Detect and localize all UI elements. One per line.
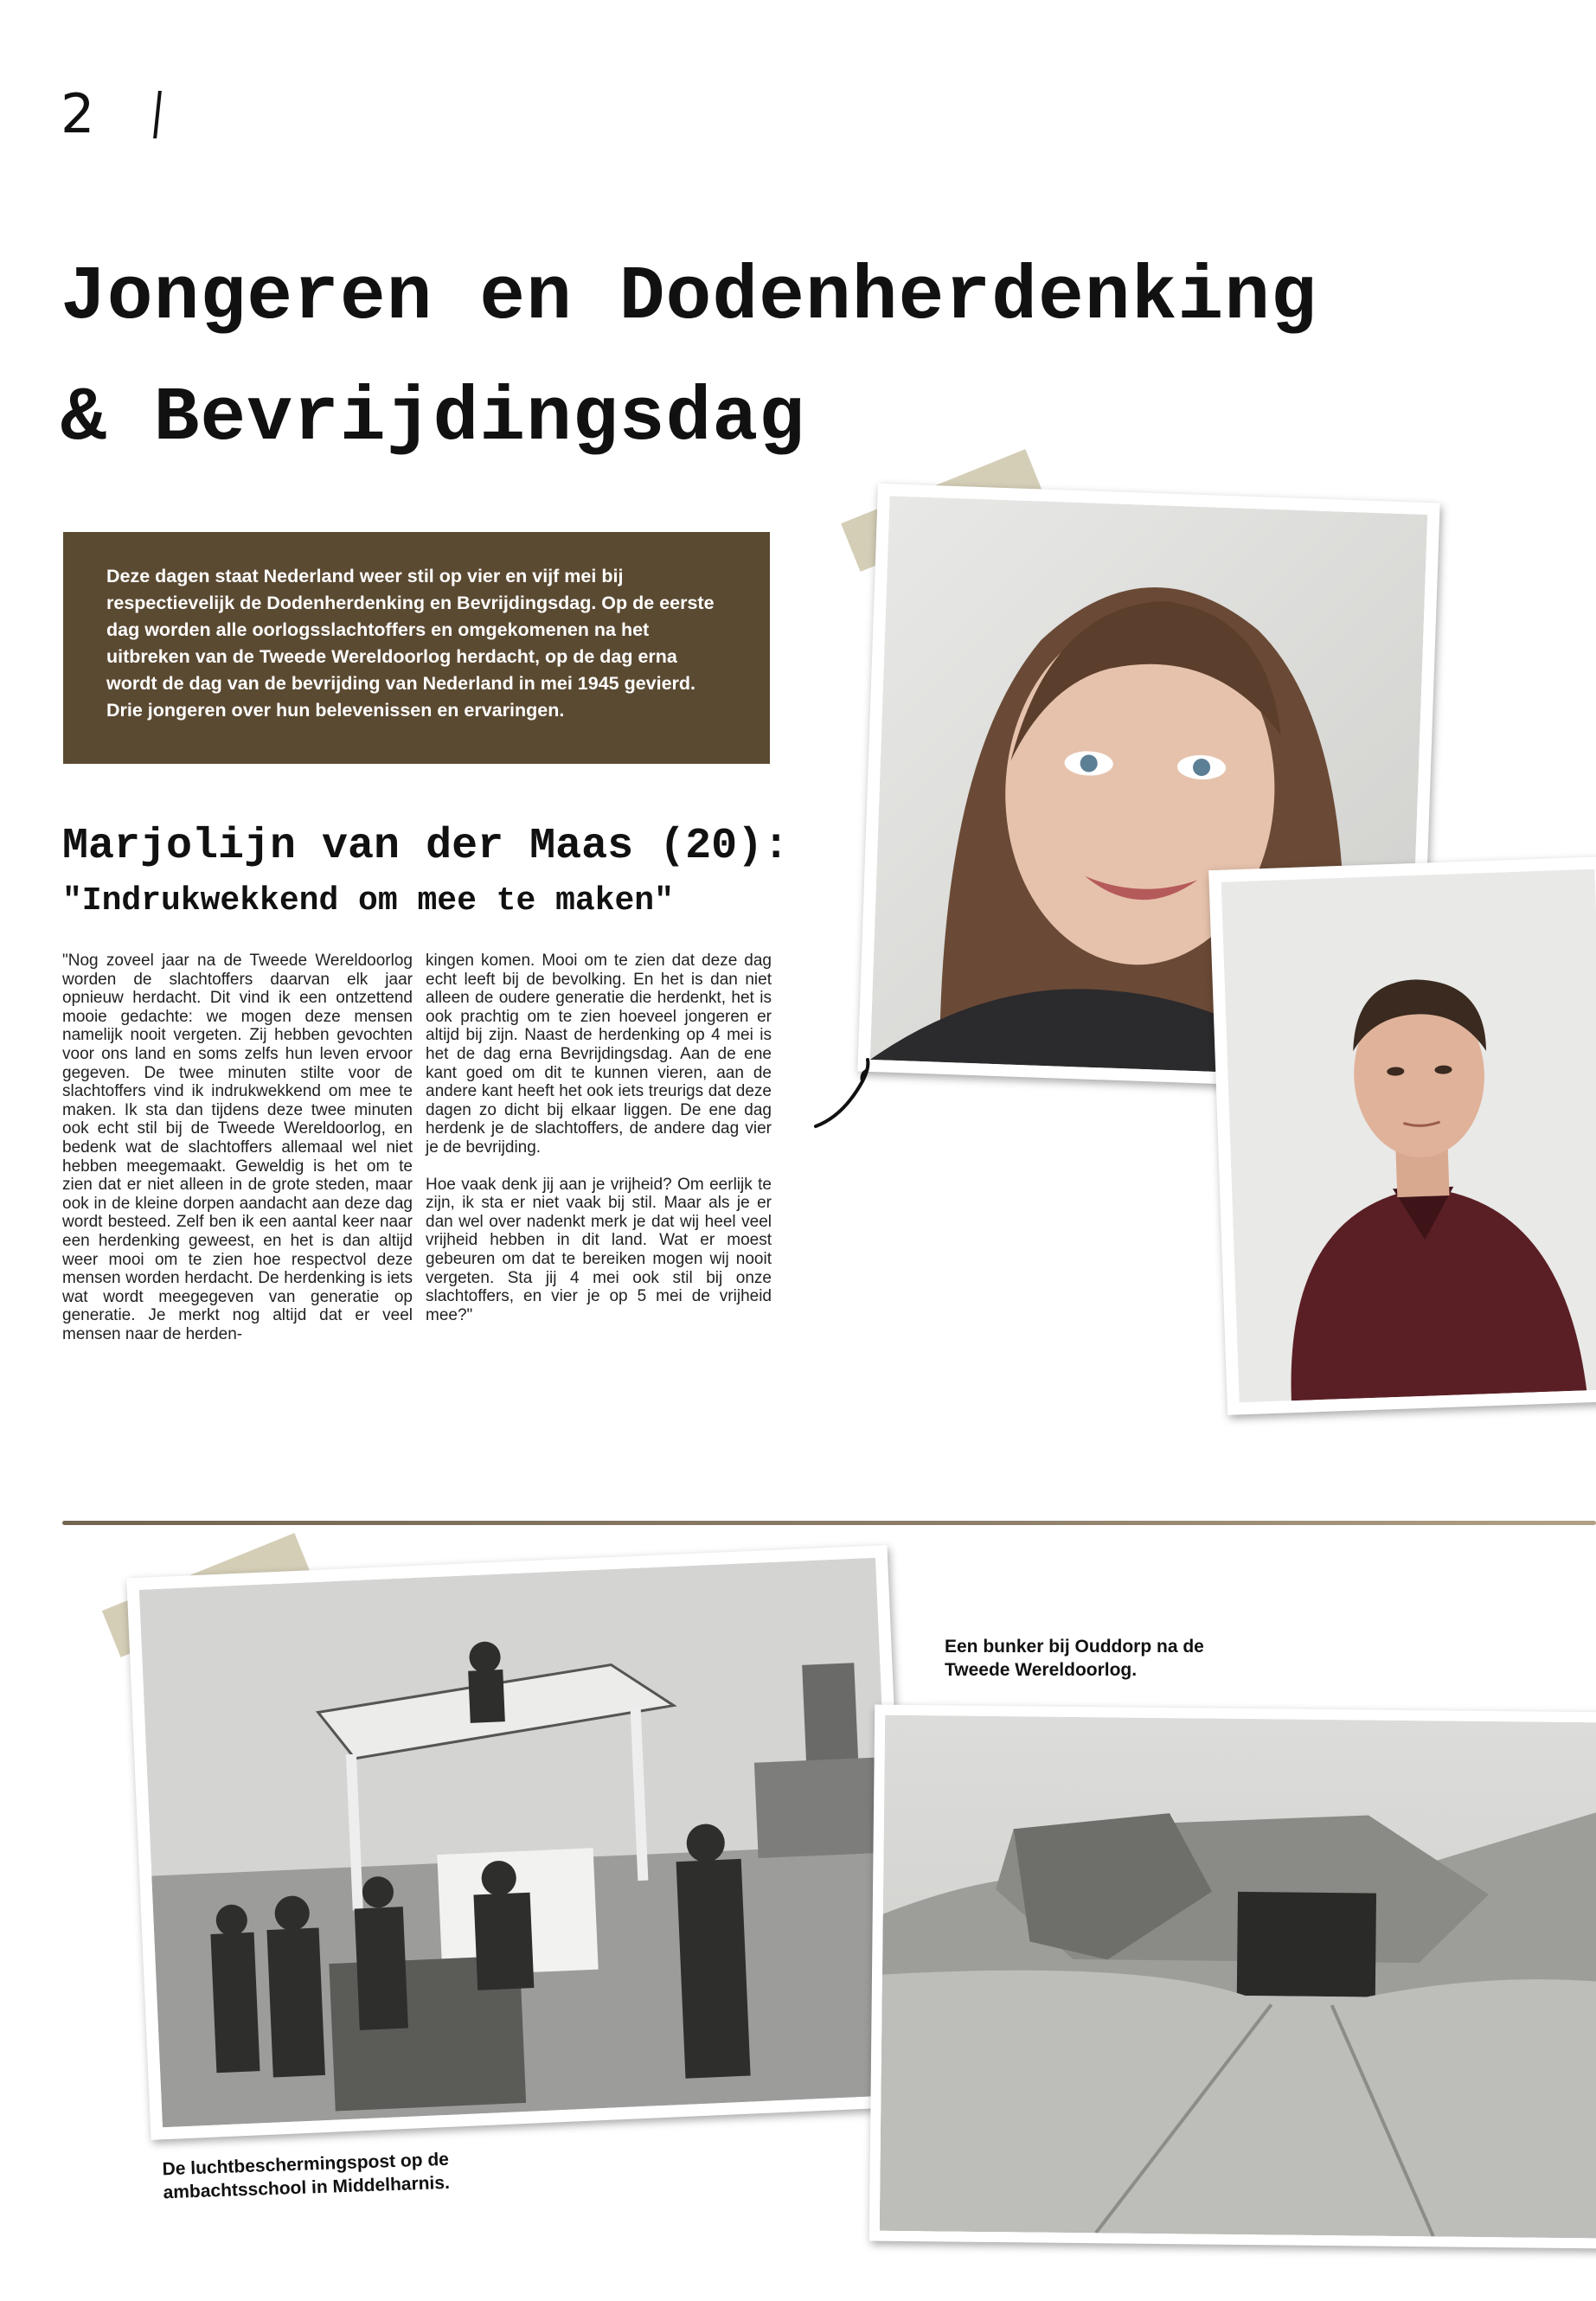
article-heading: Marjolijn van der Maas (20): <box>62 822 790 871</box>
article-column-2 <box>426 952 772 1343</box>
article-paragraph: "Nog zoveel jaar na de Tweede Wereldoorlog worden de slachtoffers daarvan elk jaar opnieuw herdacht. Dit vind ik een ontzettend mooie gedachte: we mogen deze mensen namelijk nooit vergeten. Zij hebben gevochten voor ons land en soms zelfs hun leven ervoor gegeven. De twee minuten stilte voor de slachtoffers vind ik indrukwekkend om mee te maken. Ik sta dan tijdens deze twee minuten ook echt stil bij de Tweede Wereldoorlog, en bedenk wat de slachtoffers allemaal wel niet hebben meegemaakt. Geweldig is het om te zien dat er niet alleen in de grote steden, maar ook in de kleine dorpen aandacht aan deze dag wordt besteed. Zelf ben ik een aantal keer naar een herdenking geweest, en het is dan altijd weer mooi om te zien hoe respectvol deze mensen worden herdacht. De herdenking is iets wat wordt meegegeven van generatie op generatie. Je merkt nog altijd dat er veel mensen naar de herden- <box>62 952 413 1343</box>
page-title <box>61 238 1317 480</box>
historic-photo-air-raid-post <box>126 1545 912 2140</box>
caption-air-raid-post: De luchtbeschermingspost op de ambachtsschool in Middelharnis. <box>162 2149 451 2203</box>
section-divider <box>62 1521 1596 1525</box>
bunker-image <box>880 1715 1596 2239</box>
page-number: 2 <box>61 82 95 145</box>
portrait-photo-man <box>1208 856 1596 1415</box>
page-title-line-2: & Bevrijdingsdag <box>61 376 805 462</box>
historic-photo-bunker <box>869 1705 1596 2249</box>
page-number-divider <box>153 91 162 138</box>
article-column-1 <box>62 952 413 1362</box>
article-subheading: "Indrukwekkend om mee te maken" <box>62 882 674 920</box>
intro-box <box>63 532 770 764</box>
portrait-man-image <box>1221 869 1596 1403</box>
caption-bunker: Een bunker bij Ouddorp na de Tweede Wereldoorlog. <box>945 1637 1204 1680</box>
air-raid-post-image <box>139 1558 899 2128</box>
ink-scribble <box>809 1055 887 1133</box>
intro-text: Deze dagen staat Nederland weer stil op vier en vijf mei bij respectievelijk de Dodenherdenking en Bevrijdingsdag. Op de eerste dag worden alle oorlogsslachtoffers en omgekomenen na het uitbreken van de Tweede Wereldoorlog herdacht, op de dag erna wordt de dag van de bevrijding van Nederland in mei 1945 gevierd. Drie jongeren over hun belevenissen en ervaringen. <box>106 566 715 721</box>
page-title-line-1: Jongeren en Dodenherdenking <box>61 255 1317 341</box>
article-paragraph: Hoe vaak denk jij aan je vrijheid? Om eerlijk te zijn, ik sta er niet vaak bij stil. Maar als je er dan wel over nadenkt merk je dat wij heel veel vrijheid hebben in dit land. Wat er moest gebeuren om dat te bereiken mogen wij nooit vergeten. Sta jij 4 mei ook stil bij onze slachtoffers, en vier je op 5 mei de vrijheid mee?" <box>426 1175 772 1324</box>
article-paragraph: kingen komen. Mooi om te zien dat deze dag echt leeft bij de bevolking. En het is dan niet alleen de oudere generatie die herdenkt, het is ook prachtig om te zien hoeveel jongeren er altijd bij zijn. Naast de herdenking op 4 mei is het de dag erna Bevrijdingsdag. Aan de ene kant goed om dit te kunnen vieren, aan de andere kant heeft het ook iets treurigs dat deze dagen zo dicht bij elkaar liggen. De ene dag herdenk je de slachtoffers, de andere dag vier je de bevrijding. <box>426 952 772 1157</box>
